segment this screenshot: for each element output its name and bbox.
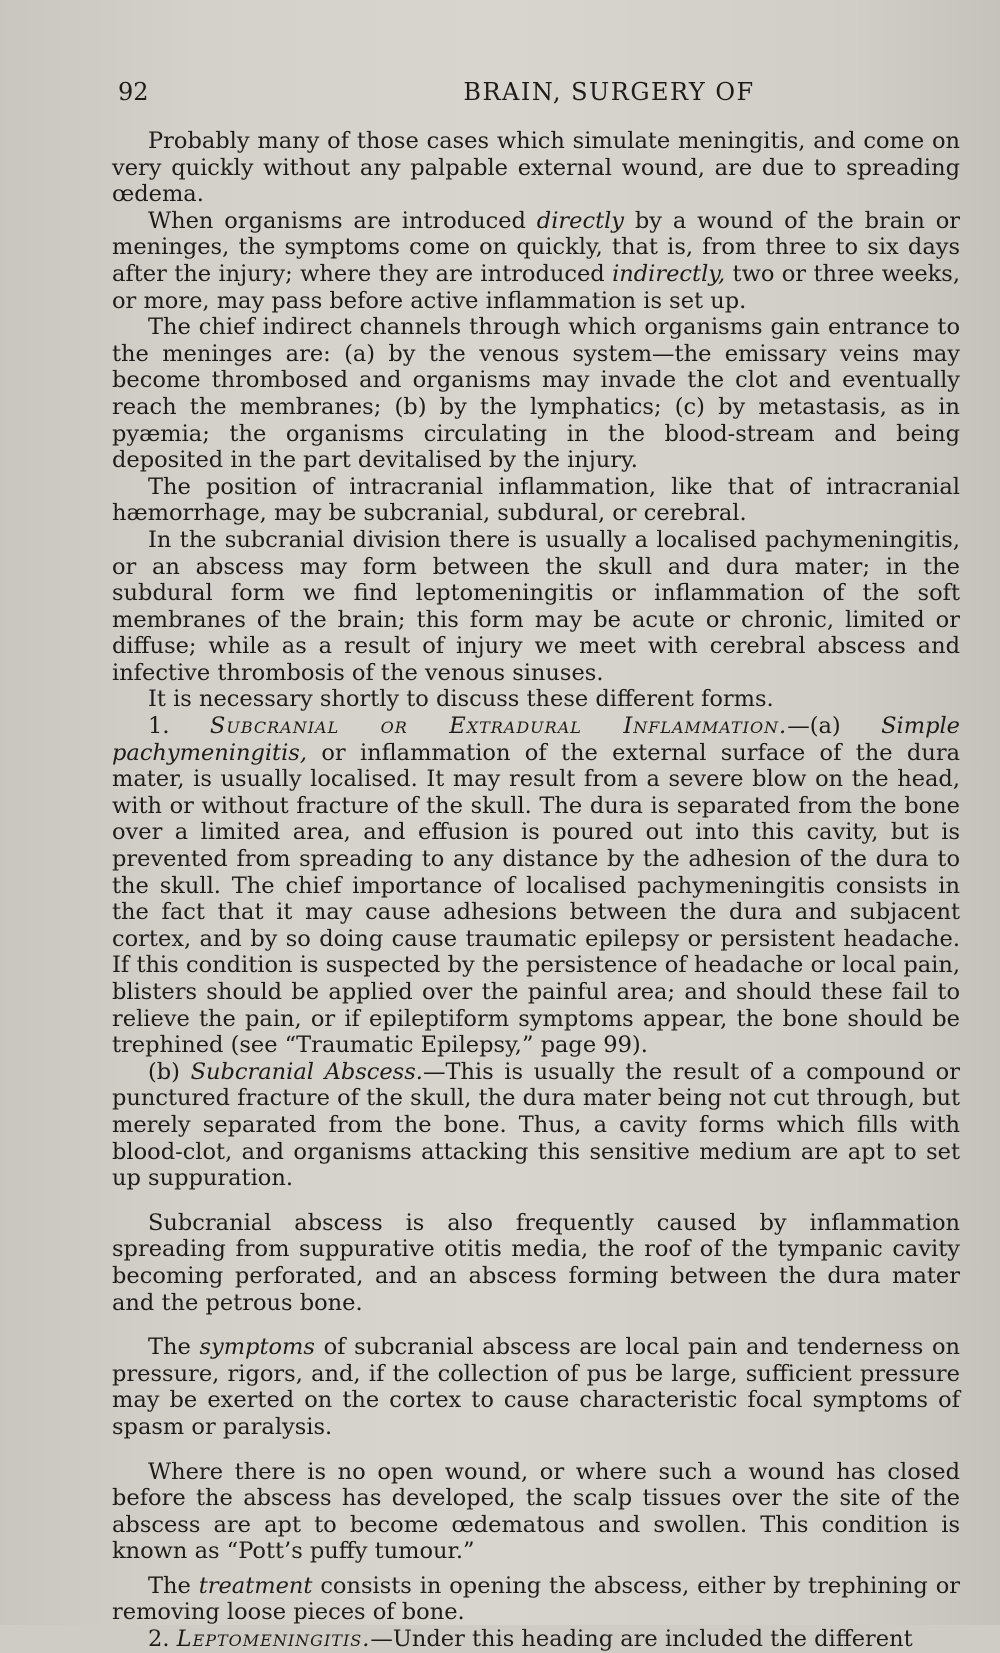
text-run: of subcranial abscess are local pain and tenderness on pressure, rigors, and, if the collection of pus be large, sufficient pressure may be exerted on the cortex to cause characteristic focal symptoms of spasm or paralysis. — [112, 1334, 961, 1440]
section-number: 1. — [148, 713, 210, 740]
paragraph — [112, 314, 960, 474]
text-run: by a wound of the brain or meninges, the symptoms come on quickly, that is, from three to six days after the injury; where they are introduced — [112, 207, 960, 287]
paragraph-text: It is necessary shortly to discuss these different forms. — [148, 686, 774, 713]
paragraph — [112, 208, 960, 314]
text-run: The — [148, 1572, 199, 1599]
paragraph-text: Subcranial abscess is also frequently caused by inflammation spreading from suppurative otitis media, the roof of the tympanic cavity becoming perforated, and an abscess forming between the dura mater and the petrous bone. — [112, 1209, 960, 1316]
paragraph-text: Where there is no open wound, or where such a wound has closed before the abscess has developed, the scalp tissues over the site of the abscess are apt to become œdematous and swollen. This condition is known as “Pott’s puffy tumour.” — [112, 1458, 960, 1565]
page-header — [118, 78, 960, 118]
subsection-heading: Subcranial Abscess. — [190, 1058, 423, 1085]
paragraph-text: In the subcranial division there is usually a localised pachymeningitis, or an abscess may form between the skull and dura mater; in the subdural form we find leptomeningitis or inflammation of the soft membranes of the brain; this form may be acute or chronic, limited or diffuse; while as a result of injury we meet with cerebral abscess and infective thrombosis of the venous sinuses. — [112, 526, 960, 686]
text-run: consists in opening the abscess, either by trephining or removing loose pieces of bone. — [112, 1572, 961, 1626]
text-run: or inflammation of the external surface of the dura mater, is usually localised. It may result from a severe blow on the head, with or without fracture of the skull. The dura is separated from the bone over a limited area, and effusion is poured out into this cavity, but is prevented from spreading to any distance by the adhesion of the dura to the skull. The chief importance of localised pachymeningitis consists in the fact that it may cause adhesions between the dura and subjacent cortex, and by so doing cause traumatic epilepsy or persistent headache. If this condition is suspected by the persistence of headache or local pain, blisters should be applied over the painful area; and should these fail to relieve the pain, or if epileptiform symptoms appear, the bone should be trephined (see “Traumatic Epilepsy,” page 99). — [112, 739, 960, 1059]
section-number: 2. — [148, 1626, 177, 1653]
text-run: —This is usually the result of a compound or punctured fracture of the skull, the dura mater being not cut through, but merely separated from the bone. Thus, a cavity forms which fills with blood-clot, and organisms attacking this sensitive medium are apt to set up suppuration. — [112, 1058, 960, 1192]
emphasis: symptoms — [199, 1334, 315, 1361]
text-run: two or three weeks, or more, may pass before active inflammation is set up. — [112, 260, 960, 314]
section-paragraph — [112, 1059, 960, 1192]
paragraph — [112, 686, 960, 713]
paragraph-text: The position of intracranial inflammation, like that of intracranial hæmorrhage, may be subcranial, subdural, or cerebral. — [112, 473, 960, 527]
emphasis: treatment — [198, 1572, 313, 1599]
section-number: (b) — [148, 1058, 191, 1085]
section-paragraph — [112, 1626, 960, 1653]
text-run: When organisms are introduced — [148, 207, 537, 234]
paragraph — [112, 527, 960, 687]
paragraph — [112, 474, 960, 527]
text-run: —Under this heading are included the different — [370, 1626, 913, 1653]
paragraph — [112, 1210, 960, 1316]
paragraph — [112, 1334, 960, 1440]
emphasis: directly — [536, 207, 625, 234]
paragraph — [112, 128, 960, 208]
text-run: —(a) — [787, 713, 882, 740]
page-number: 92 — [118, 78, 149, 106]
subsection-heading: Simple pachymeningitis, — [112, 713, 961, 766]
emphasis: indirectly, — [612, 260, 726, 287]
running-head: BRAIN, SURGERY OF — [463, 78, 755, 106]
paragraph — [112, 1459, 960, 1565]
section-heading: Subcranial or Extradural Inflammation. — [209, 713, 788, 740]
paragraph-text: Probably many of those cases which simulate meningitis, and come on very quickly without any palpable external wound, are due to spreading œdema. — [112, 128, 960, 208]
section-paragraph — [112, 713, 960, 1059]
paragraph — [112, 1573, 960, 1626]
body-text — [112, 128, 960, 1653]
section-heading: Leptomeningitis. — [176, 1626, 371, 1653]
paragraph-text: The chief indirect channels through which organisms gain entrance to the meninges are: (a) by the venous system—the emissary veins may become thrombosed and organisms may invade the clot and eventually reach the membranes; (b) by the lymphatics; (c) by metastasis, as in pyæmia; the organisms circulating in the blood-stream and being deposited in the part devitalised by the injury. — [112, 314, 960, 474]
text-run: The — [148, 1334, 200, 1361]
